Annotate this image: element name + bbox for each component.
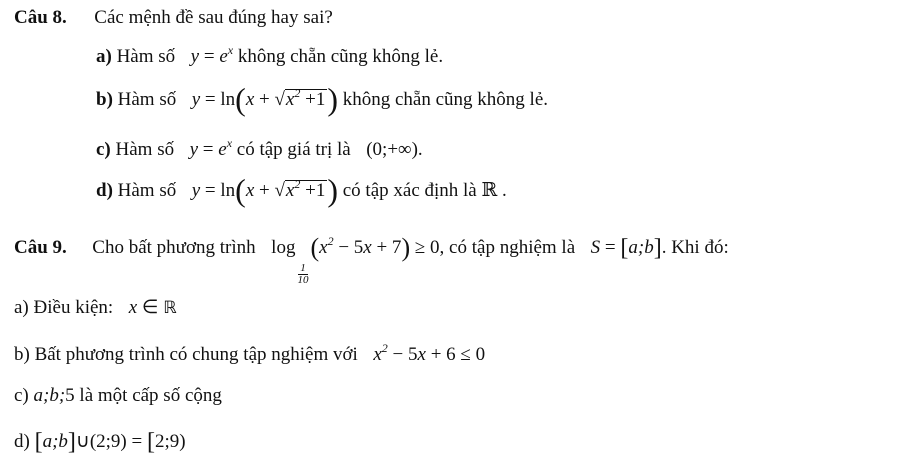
q8-item-a-label: a) [96, 46, 112, 67]
q8-item-c-pre: Hàm số [115, 139, 175, 160]
q8-item-b-label: b) [96, 89, 113, 110]
question-9-pre: Cho bất phương trình [92, 237, 256, 258]
q9-item-b-text: Bất phương trình có chung tập nghiệm với [34, 344, 358, 365]
q9-item-c-text: là một cấp số cộng [79, 385, 222, 406]
q8-item-b-formula: $y = \ln(x + √x^2 +1)$ [191, 81, 338, 117]
q9-item-a-text: Điều kiện: [33, 297, 114, 318]
q8-item-c [96, 138, 423, 162]
q9-item-a-label: a) [14, 297, 29, 318]
q9-item-d-formula: [a;b]∪(2;9) = [2;9) [34, 429, 186, 455]
question-9-header [14, 233, 729, 286]
q8-item-b-post: không chẵn cũng không lẻ. [342, 89, 548, 110]
q8-item-c-range: (0;+∞). [366, 139, 423, 160]
q8-item-a-formula: $y = e^x$ [190, 43, 234, 67]
q9-item-a [14, 296, 177, 320]
q9-item-c-formula: a;b;5 [33, 385, 75, 406]
q8-item-b-pre: Hàm số [117, 89, 177, 110]
question-9-inequality: log $\frac{1}{10}$ $(x^2 - 5x + 7) \ge 0$ [271, 233, 440, 286]
q8-item-c-formula: $y = e^x$ [189, 136, 233, 160]
question-8-text: Các mệnh đề sau đúng hay sai? [94, 7, 333, 28]
question-9-post: . Khi đó: [661, 237, 729, 258]
q8-item-a-post: không chẵn cũng không lẻ. [237, 46, 444, 67]
question-9-mid: , có tập nghiệm là [439, 237, 576, 258]
question-8-label: Câu 8. [14, 7, 67, 28]
q9-item-b-label: b) [14, 344, 30, 365]
q8-item-d-pre: Hàm số [117, 180, 177, 201]
question-8-header [14, 6, 333, 30]
question-9-solution-set: S = [a;b] [590, 235, 662, 261]
q9-item-d [14, 430, 186, 454]
q9-item-c [14, 384, 222, 408]
q9-item-d-label: d) [14, 431, 30, 452]
question-9-label: Câu 9. [14, 237, 67, 258]
q9-item-b [14, 343, 485, 367]
q8-item-a-pre: Hàm số [116, 46, 176, 67]
q8-item-b [96, 81, 548, 117]
q9-item-b-formula: $x^2 - 5x + 6 \le 0$ [373, 341, 486, 365]
q8-item-d-formula: $y = \ln(x + √x^2 +1)$ [191, 172, 338, 208]
q8-item-d [96, 172, 507, 208]
q9-item-a-formula: x ∈ ℝ [128, 297, 177, 318]
q8-item-d-post: có tập xác định là ℝ . [342, 180, 507, 201]
q8-item-d-label: d) [96, 180, 113, 201]
q8-item-c-label: c) [96, 139, 111, 160]
q8-item-c-mid: có tập giá trị là [236, 139, 351, 160]
q8-item-a [96, 45, 443, 69]
q9-item-c-label: c) [14, 385, 29, 406]
